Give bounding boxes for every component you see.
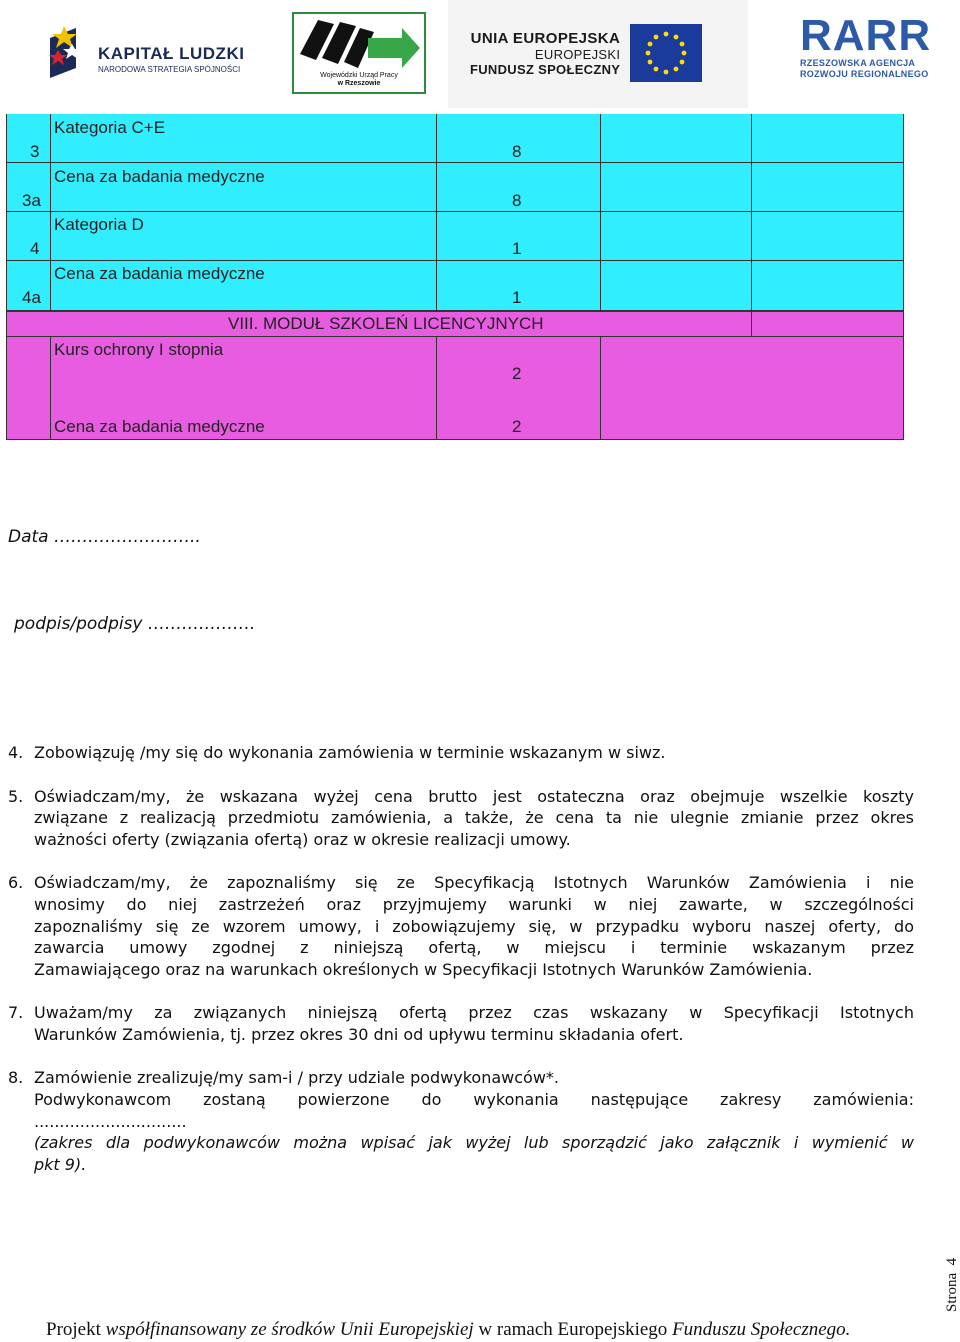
kapital-ludzki-emblem-icon: [42, 24, 92, 84]
wup-emblem-icon: [294, 14, 424, 76]
eu-line2: EUROPEJSKI: [534, 47, 621, 62]
footer-text: współfinansowany ze środków Unii Europejskiej: [105, 1319, 479, 1340]
header-logos: [0, 0, 960, 110]
item-line: Oświadczam/my, że zapoznaliśmy się ze Specyfikacją Istotnych Warunków Zamówienia i nie: [34, 873, 914, 892]
row-number: 3: [30, 142, 40, 161]
wup-caption-line1: Wojewódzki Urząd Pracy: [320, 72, 398, 79]
footer-text: w ramach Europejskiego: [478, 1319, 673, 1340]
item-line: Zamówienie zrealizuję/my sam-i / przy udziale podwykonawców*.: [34, 1068, 559, 1087]
item-line: Zamawiającego oraz na warunkach określonych w Specyfikacji Istotnych Warunków Zamówienia.: [34, 960, 813, 979]
eu-line1: UNIA EUROPEJSKA: [470, 30, 621, 47]
item-line: (zakres dla podwykonawców można wpisać jak wyżej lub sporządzić jako załącznik i wymienić w: [34, 1133, 914, 1152]
eu-logo: [448, 0, 748, 108]
kapital-ludzki-subtitle: NARODOWA STRATEGIA SPÓJNOŚCI: [98, 65, 241, 74]
row-name: Cena za badania medyczne: [54, 167, 265, 186]
signature-field-label: podpis/podpisy ……………….: [14, 614, 256, 634]
wup-caption-line2: w Rzeszowie: [337, 80, 381, 87]
item-line: Uważam/my za związanych niniejszą ofertą przez czas wskazany w Specyfikacji Istotnych: [34, 1003, 914, 1022]
rarr-title: RARR: [800, 11, 932, 60]
eu-flag-icon: [630, 24, 702, 82]
row-number: 4: [30, 239, 40, 258]
item-line: Oświadczam/my, że wskazana wyżej cena brutto jest ostateczna oraz obejmuje wszelkie koszty: [34, 787, 914, 806]
item-number: 8.: [8, 1068, 24, 1087]
rarr-sub2: ROZWOJU REGIONALNEGO: [800, 69, 929, 79]
item-number: 4.: [8, 743, 24, 762]
footer: [46, 1319, 850, 1341]
row-name: Kategoria D: [54, 215, 144, 234]
item-number: 6.: [8, 873, 24, 892]
item-number: 7.: [8, 1003, 24, 1022]
footer-text: Funduszu Społecznego.: [672, 1319, 851, 1340]
item-line: ..............................: [34, 1112, 187, 1131]
price-table: [0, 114, 960, 440]
row-number: 4a: [22, 288, 41, 307]
rarr-logo: [800, 11, 932, 80]
page-label: Strona: [944, 1272, 960, 1312]
date-field-label: Data ……………………..: [8, 527, 201, 547]
item-line: Podwykonawcom zostaną powierzone do wykonania następujące zakresy zamówienia:: [34, 1090, 914, 1109]
section-row-name: Cena za badania medyczne: [54, 417, 265, 436]
section-row-quantity: 2: [512, 417, 522, 436]
item-line: ważności oferty (związania ofertą) oraz w okresie realizacji umowy.: [34, 830, 571, 849]
page-number-label: [944, 1258, 960, 1312]
eu-line3: FUNDUSZ SPOŁECZNY: [470, 62, 621, 77]
section-row-quantity: 2: [512, 364, 522, 383]
footer-text: Projekt: [46, 1319, 106, 1340]
kapital-ludzki-title: KAPITAŁ LUDZKI: [98, 44, 245, 63]
wup-logo: [292, 12, 426, 94]
section-row-name: Kurs ochrony I stopnia: [54, 340, 224, 359]
kapital-ludzki-logo: [42, 24, 262, 84]
section-header: VIII. MODUŁ SZKOLEŃ LICENCYJNYCH: [228, 314, 544, 333]
rarr-sub1: RZESZOWSKA AGENCJA: [800, 58, 916, 68]
item-line: Zobowiązuję /my się do wykonania zamówienia w terminie wskazanym w siwz.: [34, 743, 666, 762]
row-quantity: 1: [512, 288, 522, 307]
row-name: Cena za badania medyczne: [54, 264, 265, 283]
item-line: związane z realizacją przedmiotu zamówienia, a także, że cena ta nie ulegnie zmianie przez okres: [34, 808, 914, 827]
item-line: wnosimy do niej zastrzeżeń oraz przyjmujemy warunki w niej zawarte, w szczególności: [34, 895, 914, 914]
row-name: Kategoria C+E: [54, 118, 166, 137]
row-quantity: 1: [512, 239, 522, 258]
item-line: zapoznaliśmy się ze wzorem umowy, i zobowiązujemy się, w przypadku wyboru naszej oferty, do: [34, 917, 914, 936]
page-number: 4: [944, 1257, 960, 1266]
item-line: Warunków Zamówienia, tj. przez okres 30 dni od upływu terminu składania ofert.: [34, 1025, 684, 1044]
item-line: pkt 9).: [34, 1155, 87, 1174]
row-quantity: 8: [512, 142, 522, 161]
row-quantity: 8: [512, 191, 522, 210]
item-line: zawarcia umowy zgodnej z niniejszą ofertą, w miejscu i terminie wskazanym przez: [34, 938, 914, 957]
item-number: 5.: [8, 787, 24, 806]
row-number: 3a: [22, 191, 41, 210]
